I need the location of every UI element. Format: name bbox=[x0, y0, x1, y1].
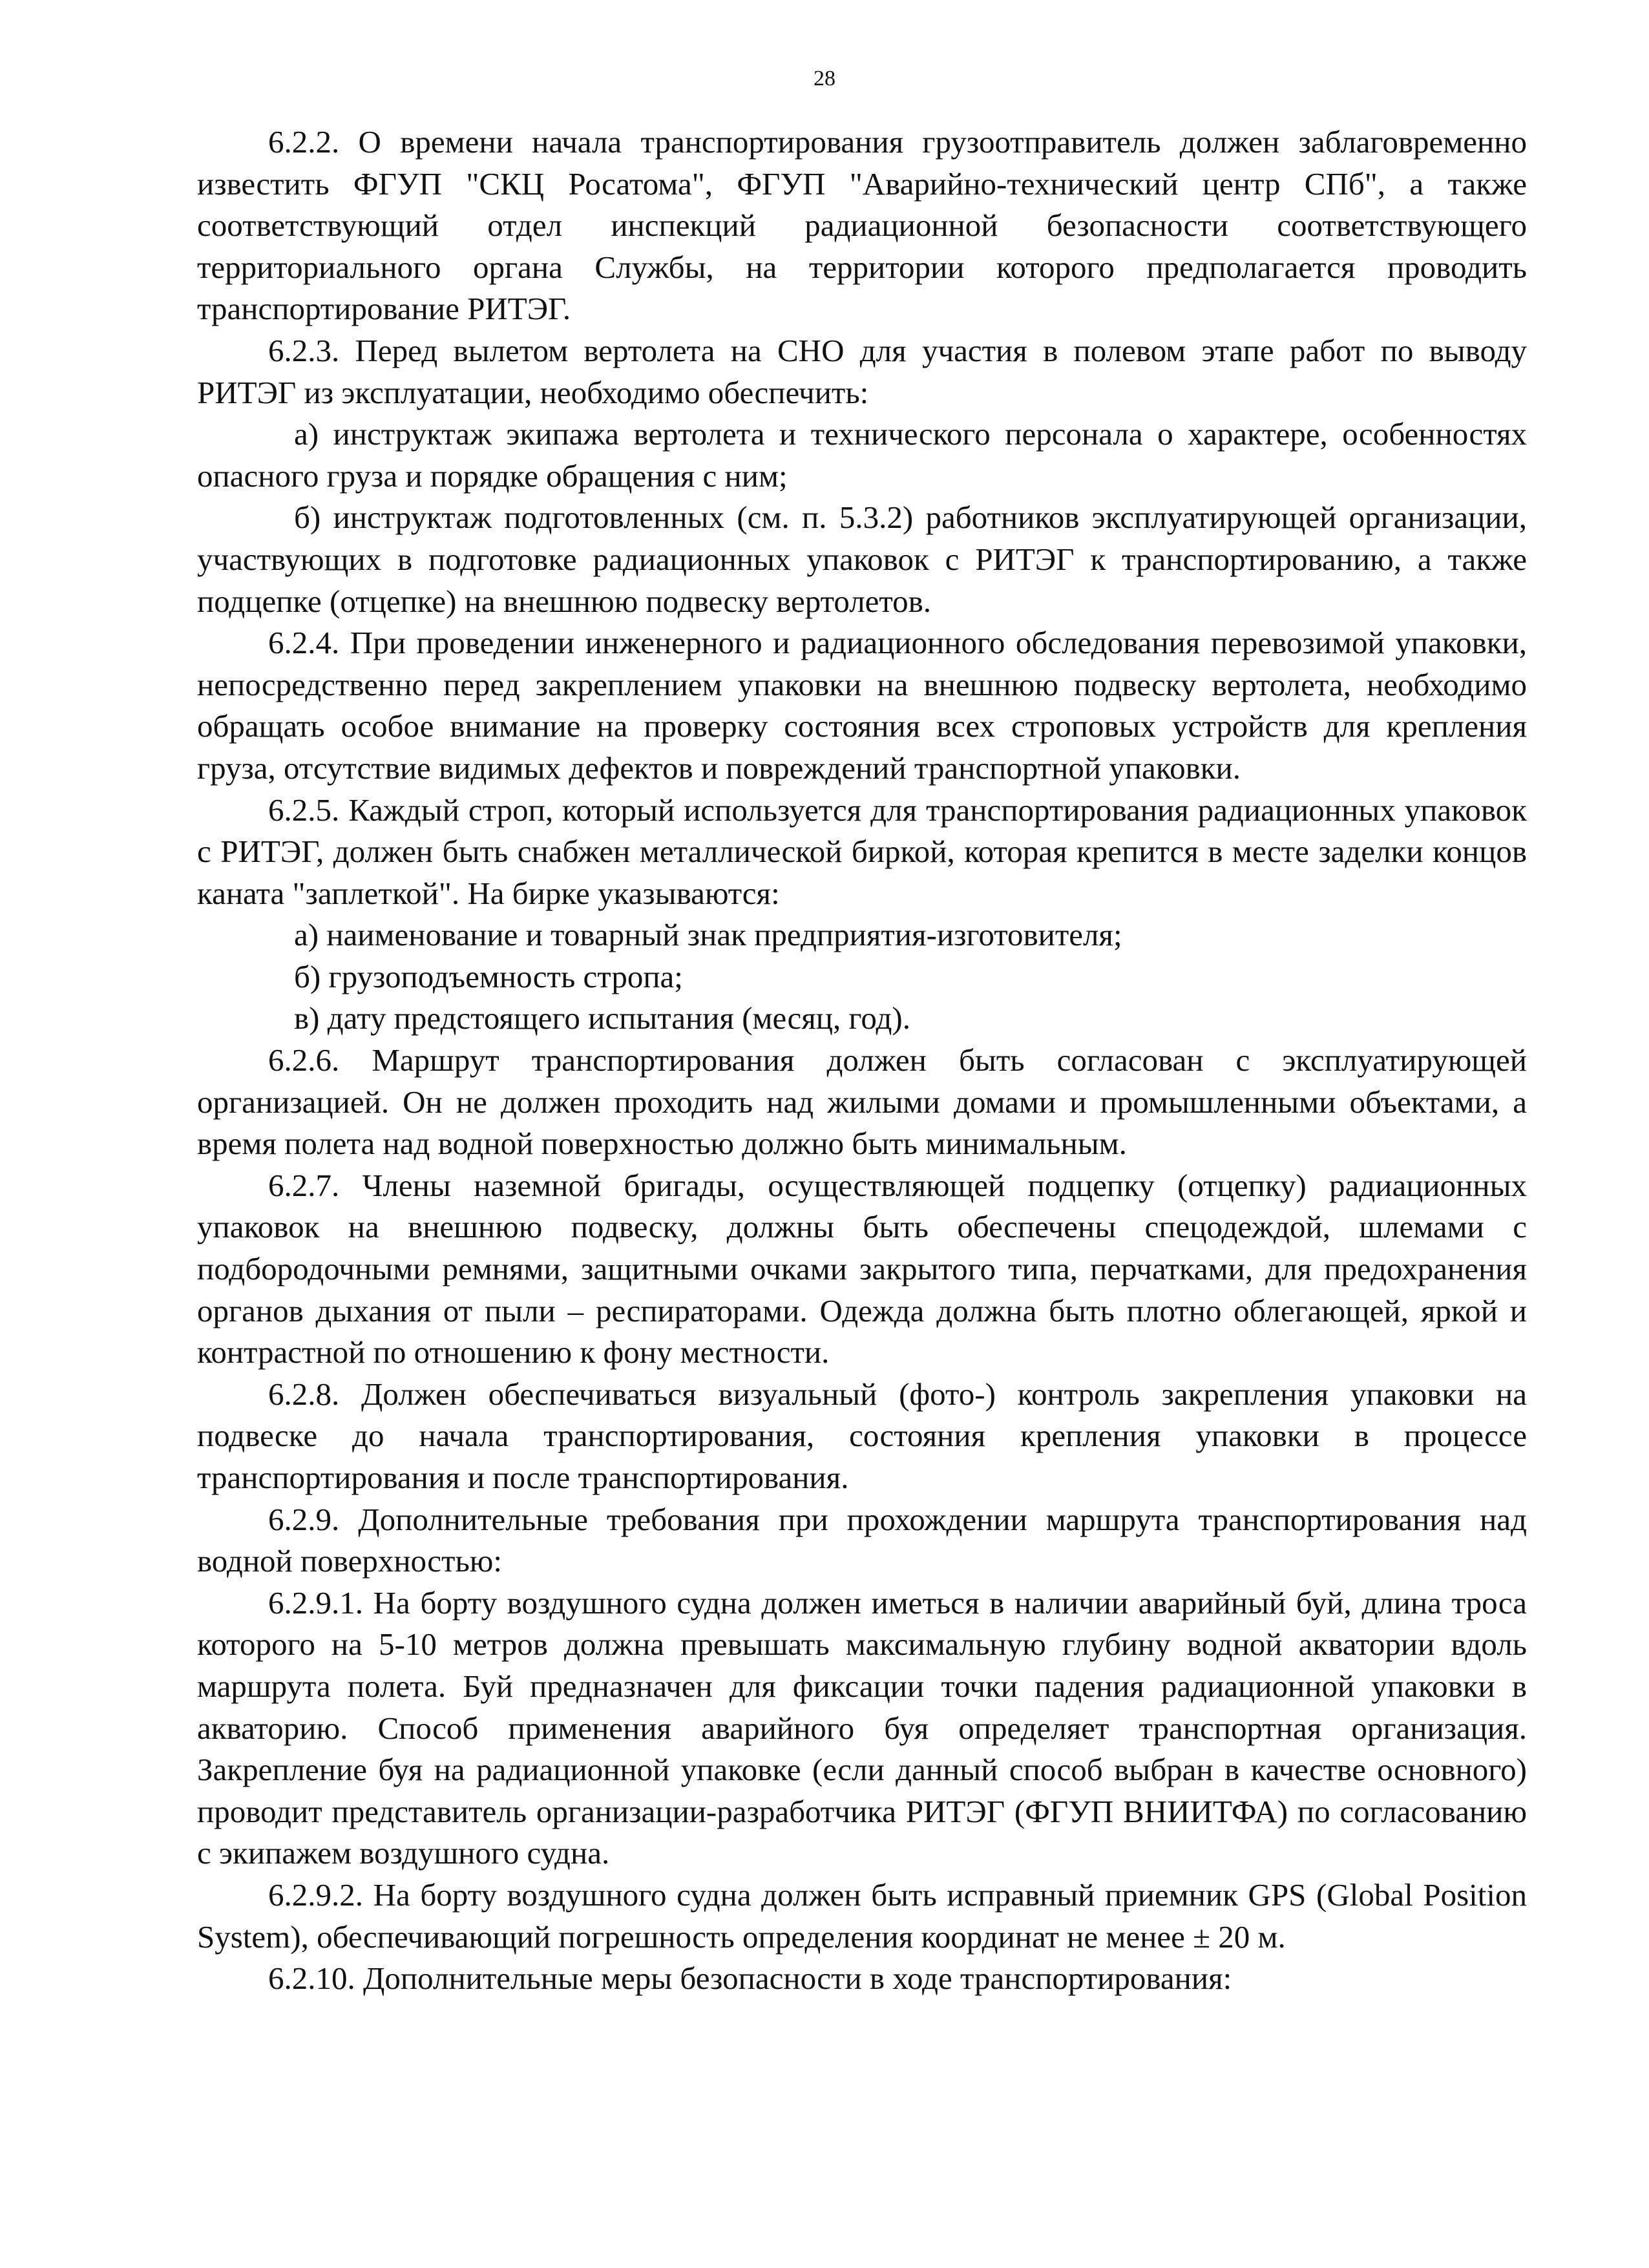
list-item-6-2-3-a: а) инструктаж экипажа вертолета и технического персонала о характере, особенностях опасного груза и порядке обращения с ним; bbox=[197, 416, 1527, 494]
paragraph-6-2-9-2: 6.2.9.2. На борту воздушного судна должен быть исправный приемник GPS (Global Position System), обеспечивающий погрешность определения координат не менее ± 20 м. bbox=[197, 1876, 1527, 1955]
page-number: 28 bbox=[814, 67, 835, 90]
paragraph-6-2-3: 6.2.3. Перед вылетом вертолета на СНО для участия в полевом этапе работ по выводу РИТЭГ из эксплуатации, необходимо обеспечить: bbox=[197, 332, 1527, 410]
paragraph-6-2-9: 6.2.9. Дополнительные требования при прохождении маршрута транспортирования над водной поверхностью: bbox=[197, 1501, 1527, 1579]
paragraph-6-2-4: 6.2.4. При проведении инженерного и радиационного обследования перевозимой упаковки, непосредственно перед закреплением упаковки на внешнюю подвеску вертолета, необходимо обращать особое внимание на проверку состояния всех строповых устройств для крепления груза, отсутствие видимых дефектов и повреждений транспортной упаковки. bbox=[197, 625, 1527, 786]
list-item-6-2-5-a: а) наименование и товарный знак предприятия-изготовителя; bbox=[294, 917, 1122, 953]
paragraph-6-2-6: 6.2.6. Маршрут транспортирования должен быть согласован с эксплуатирующей организацией. Он не должен проходить над жилыми домами и промышленными объектами, а время полета над водной поверхностью должно быть минимальным. bbox=[197, 1042, 1527, 1162]
paragraph-6-2-10: 6.2.10. Дополнительные меры безопасности в ходе транспортирования: bbox=[268, 1960, 1232, 1997]
paragraph-6-2-9-1: 6.2.9.1. На борту воздушного судна должен иметься в наличии аварийный буй, длина троса которого на 5-10 метров должна превышать максимальную глубину водной акватории вдоль маршрута полета. Буй предназначен для фиксации точки падения радиационной упаковки в акваторию. Способ применения аварийного буя определяет транспортная организация. Закрепление буя на радиационной упаковке (если данный способ выбран в качестве основного) проводит представитель организации-разработчика РИТЭГ (ФГУП ВНИИТФА) по согласованию с экипажем воздушного судна. bbox=[197, 1584, 1527, 1871]
paragraph-6-2-5: 6.2.5. Каждый строп, который используется для транспортирования радиационных упаковок с РИТЭГ, должен быть снабжен металлической биркой, которая крепится в месте заделки концов каната "заплеткой". На бирке указываются: bbox=[197, 792, 1527, 911]
list-item-6-2-3-b: б) инструктаж подготовленных (см. п. 5.3.2) работников эксплуатирующей организации, участвующих в подготовке радиационных упаковок с РИТЭГ к транспортированию, а также подцепке (отцепке) на внешнюю подвеску вертолетов. bbox=[197, 499, 1527, 619]
list-item-6-2-5-b: б) грузоподъемность стропа; bbox=[294, 958, 683, 994]
paragraph-6-2-2: 6.2.2. О времени начала транспортирования грузоотправитель должен заблаговременно известить ФГУП "СКЦ Росатома", ФГУП "Аварийно-технический центр СПб", а также соответствующий отдел инспекций радиационной безопасности соответствующего территориального органа Службы, на территории которого предполагается проводить транспортирование РИТЭГ. bbox=[197, 124, 1527, 327]
paragraph-6-2-7: 6.2.7. Члены наземной бригады, осуществляющей подцепку (отцепку) радиационных упаковок на внешнюю подвеску, должны быть обеспечены спецодеждой, шлемами с подбородочными ремнями, защитными очками закрытого типа, перчатками, для предохранения органов дыхания от пыли – респираторами. Одежда должна быть плотно облегающей, яркой и контрастной по отношению к фону местности. bbox=[197, 1167, 1527, 1370]
list-item-6-2-5-v: в) дату предстоящего испытания (месяц, год). bbox=[294, 1000, 910, 1036]
paragraph-6-2-8: 6.2.8. Должен обеспечиваться визуальный (фото-) контроль закрепления упаковки на подвеске до начала транспортирования, состояния крепления упаковки в процессе транспортирования и после транспортирования. bbox=[197, 1376, 1527, 1495]
document-body bbox=[197, 121, 1527, 2000]
